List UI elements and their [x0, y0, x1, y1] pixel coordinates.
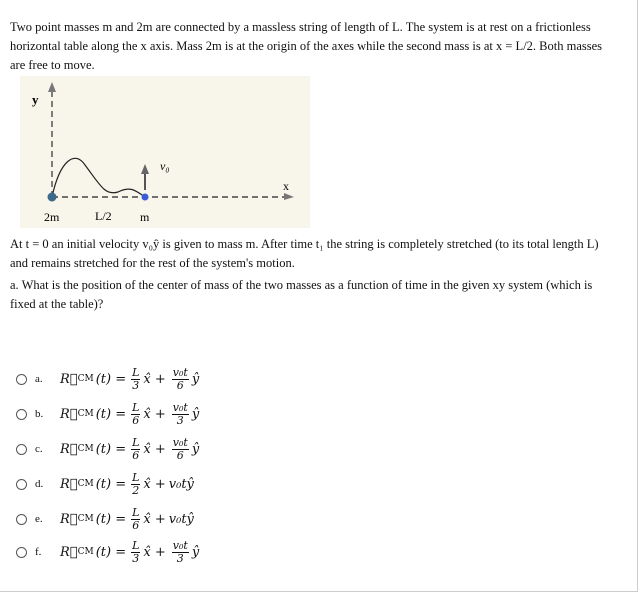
cm-subscript: CM — [77, 547, 94, 557]
x-numerator: L — [132, 505, 140, 519]
radio-button[interactable] — [16, 514, 27, 525]
eq-arg: (t) = — [95, 441, 127, 457]
x-numerator: L — [132, 435, 140, 449]
r-vector: R⃗ — [60, 476, 78, 492]
cm-subscript: CM — [77, 374, 94, 384]
y-hat: ŷ — [191, 544, 200, 560]
x-denominator: 6 — [132, 518, 140, 532]
option-letter: a. — [35, 373, 43, 385]
string — [52, 158, 145, 197]
radio-button[interactable] — [16, 374, 27, 385]
equation — [60, 402, 199, 427]
mass1-label: 2m — [44, 210, 60, 224]
x-fraction — [131, 367, 140, 392]
option-d[interactable] — [16, 470, 194, 497]
x-numerator: L — [132, 400, 140, 414]
velocity-arrowhead — [141, 164, 149, 174]
cm-subscript: CM — [77, 479, 94, 489]
eq-arg: (t) = — [95, 371, 127, 387]
cm-subscript: CM — [77, 409, 94, 419]
y-term: v₀tŷ — [168, 511, 194, 527]
diagram — [20, 76, 310, 228]
mass-m — [142, 194, 149, 201]
equation — [60, 367, 199, 392]
r-vector: R⃗ — [60, 441, 78, 457]
x-hat: x̂ + — [143, 441, 166, 457]
eq-arg: (t) = — [95, 406, 127, 422]
x-hat: x̂ + — [143, 371, 166, 387]
y-numerator: v₀t — [172, 365, 188, 379]
equation — [60, 472, 194, 497]
x-denominator: 3 — [132, 378, 140, 392]
option-a[interactable] — [16, 365, 200, 392]
cm-subscript: CM — [77, 444, 94, 454]
radio-button[interactable] — [16, 444, 27, 455]
x-numerator: L — [132, 470, 140, 484]
x-fraction — [131, 437, 140, 462]
y-fraction — [172, 437, 189, 462]
option-letter: d. — [35, 478, 44, 490]
radio-button[interactable] — [16, 547, 27, 558]
y-term: v₀tŷ — [168, 476, 194, 492]
y-denominator: 3 — [176, 413, 184, 427]
x-hat: x̂ + — [143, 406, 166, 422]
y-fraction — [172, 402, 189, 427]
radio-button[interactable] — [16, 409, 27, 420]
option-e[interactable] — [16, 505, 194, 532]
equation — [60, 507, 194, 532]
y-fraction — [172, 540, 189, 565]
cm-subscript: CM — [77, 514, 94, 524]
option-letter: c. — [35, 443, 43, 455]
y-fraction — [172, 367, 189, 392]
eq-arg: (t) = — [95, 511, 127, 527]
x-denominator: 6 — [132, 413, 140, 427]
x-denominator: 3 — [132, 551, 140, 565]
x-fraction — [131, 472, 140, 497]
x-numerator: L — [132, 538, 140, 552]
y-numerator: v₀t — [172, 400, 188, 414]
problem-intro: Two point masses m and 2m are connected by a massless string of length of L. The system is at rest on a frictionless horizontal table along the x axis. Mass 2m is at the origin of the axes while the second mass is at x = L/2. Both masses are free to move. — [10, 20, 603, 72]
x-axis-arrow — [284, 193, 294, 200]
mass-2m — [48, 193, 57, 202]
option-f[interactable] — [16, 538, 200, 565]
option-c[interactable] — [16, 435, 200, 462]
r-vector: R⃗ — [60, 511, 78, 527]
velocity-label: v₀ — [160, 159, 170, 173]
question-text: a. What is the position of the center of mass of the two masses as a function of time in the given xy system (which is fixed at the table)? — [10, 278, 593, 311]
x-fraction — [131, 507, 140, 532]
option-b[interactable] — [16, 400, 200, 427]
x-hat: x̂ + — [143, 511, 166, 527]
equation — [60, 540, 199, 565]
y-label: y — [32, 92, 39, 107]
y-denominator: 6 — [176, 378, 184, 392]
r-vector: R⃗ — [60, 371, 78, 387]
eq-arg: (t) = — [95, 544, 127, 560]
distance-label: L/2 — [95, 209, 112, 223]
radio-button[interactable] — [16, 479, 27, 490]
equation — [60, 437, 199, 462]
y-hat: ŷ — [191, 406, 200, 422]
y-denominator: 6 — [176, 448, 184, 462]
x-hat: x̂ + — [143, 544, 166, 560]
r-vector: R⃗ — [60, 544, 78, 560]
y-hat: ŷ — [191, 371, 200, 387]
option-letter: e. — [35, 513, 43, 525]
y-denominator: 3 — [176, 551, 184, 565]
x-fraction — [131, 402, 140, 427]
x-numerator: L — [132, 365, 140, 379]
x-denominator: 6 — [132, 448, 140, 462]
mass2-label: m — [140, 210, 150, 224]
r-vector: R⃗ — [60, 406, 78, 422]
x-label: x — [283, 179, 289, 193]
y-numerator: v₀t — [172, 435, 188, 449]
option-letter: b. — [35, 408, 44, 420]
y-hat: ŷ — [191, 441, 200, 457]
x-denominator: 2 — [132, 483, 140, 497]
x-fraction — [131, 540, 140, 565]
eq-arg: (t) = — [95, 476, 127, 492]
problem-paragraph: At t = 0 an initial velocity v₀ŷ is given to mass m. After time t₁ the string is completely stretched (to its total length L) and remains stretched for the rest of the system's motion. — [10, 237, 599, 270]
y-numerator: v₀t — [172, 538, 188, 552]
y-axis-arrow — [48, 82, 56, 92]
option-letter: f. — [35, 546, 42, 558]
x-hat: x̂ + — [143, 476, 166, 492]
